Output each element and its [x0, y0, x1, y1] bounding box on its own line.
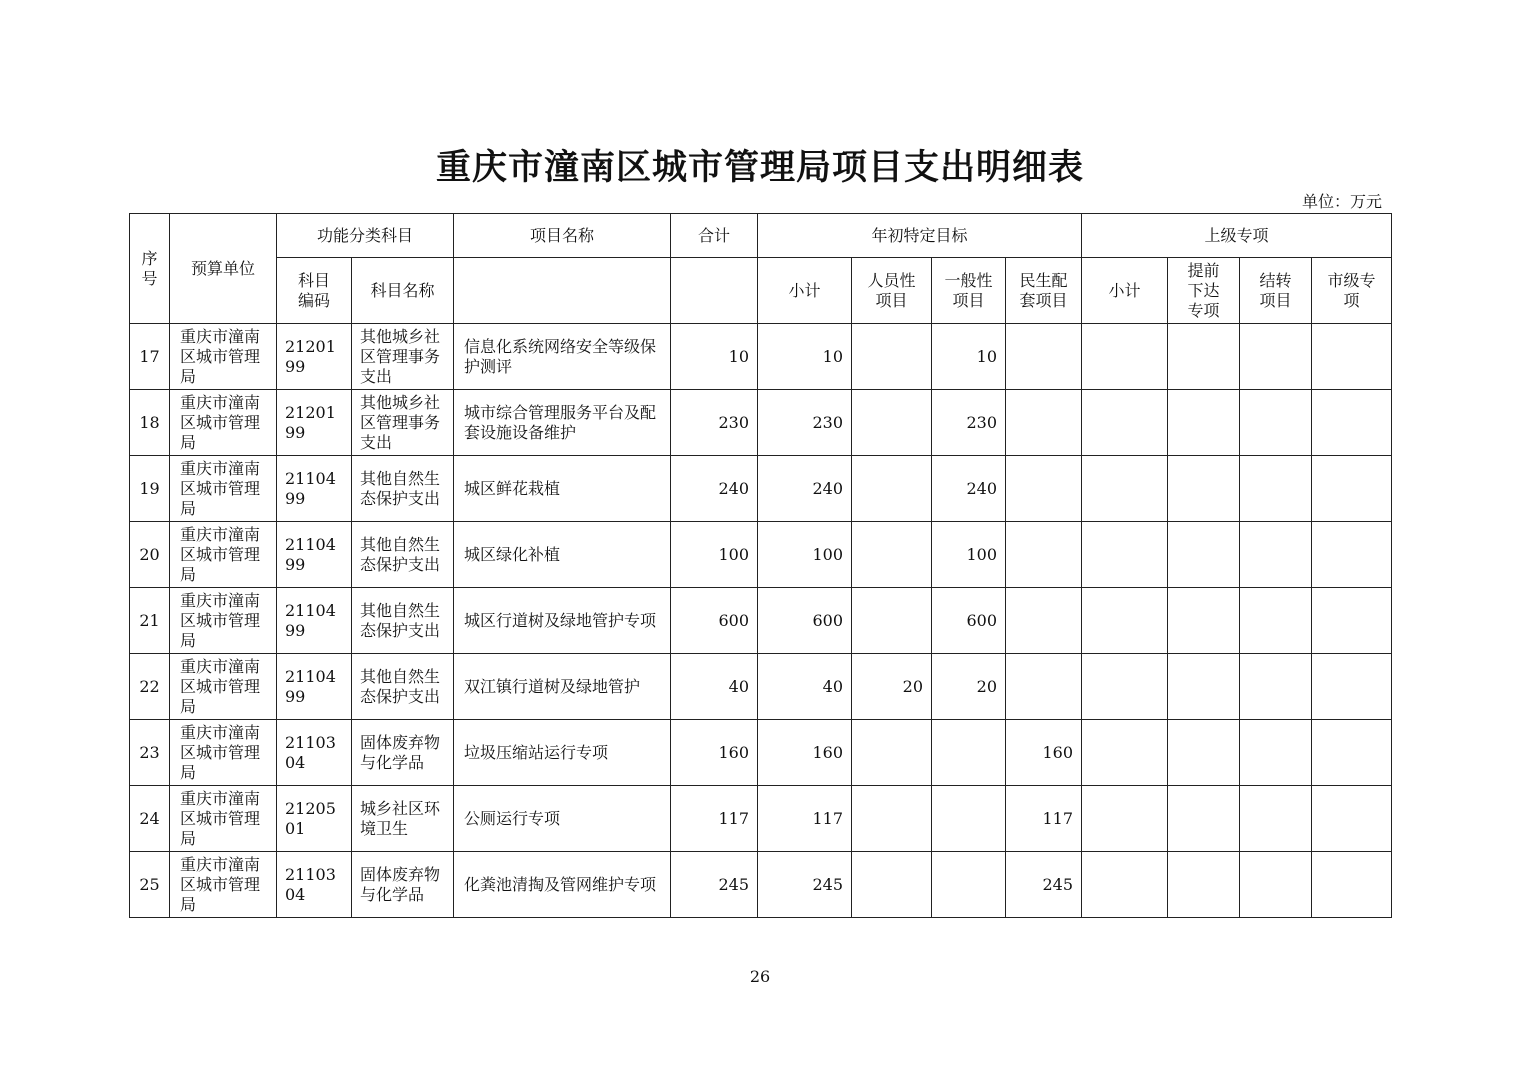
header-livelihood: 民生配套项目	[1006, 258, 1082, 324]
seq-cell: 17	[130, 324, 170, 390]
table-row	[130, 324, 1392, 390]
city-cell	[1312, 852, 1392, 918]
personnel-cell	[852, 588, 932, 654]
table-row	[130, 786, 1392, 852]
personnel-cell	[852, 324, 932, 390]
table-row	[130, 720, 1392, 786]
project-cell: 双江镇行道树及绿地管护	[454, 654, 671, 720]
project-cell: 信息化系统网络安全等级保护测评	[454, 324, 671, 390]
subject-cell: 其他城乡社区管理事务支出	[352, 390, 454, 456]
livelihood-cell	[1006, 390, 1082, 456]
personnel-cell	[852, 522, 932, 588]
header-project-name: 项目名称	[454, 214, 671, 258]
seq-cell: 24	[130, 786, 170, 852]
city-cell	[1312, 588, 1392, 654]
general-cell	[932, 720, 1006, 786]
sup-subtotal-cell	[1082, 588, 1168, 654]
project-cell: 城市综合管理服务平台及配套设施设备维护	[454, 390, 671, 456]
carryover-cell	[1240, 522, 1312, 588]
carryover-cell	[1240, 324, 1312, 390]
sup-subtotal-cell	[1082, 852, 1168, 918]
sup-subtotal-cell	[1082, 456, 1168, 522]
header-advance: 提前下达专项	[1168, 258, 1240, 324]
personnel-cell	[852, 786, 932, 852]
subject-cell: 固体废弃物与化学品	[352, 720, 454, 786]
city-cell	[1312, 654, 1392, 720]
personnel-cell	[852, 852, 932, 918]
total-cell: 245	[671, 852, 758, 918]
subtotal-cell: 40	[758, 654, 852, 720]
sup-subtotal-cell	[1082, 324, 1168, 390]
unit-cell: 重庆市潼南区城市管理局	[170, 456, 277, 522]
sup-subtotal-cell	[1082, 390, 1168, 456]
advance-cell	[1168, 852, 1240, 918]
seq-cell: 22	[130, 654, 170, 720]
general-cell: 600	[932, 588, 1006, 654]
advance-cell	[1168, 588, 1240, 654]
seq-cell: 20	[130, 522, 170, 588]
advance-cell	[1168, 654, 1240, 720]
total-cell: 40	[671, 654, 758, 720]
header-year-target: 年初特定目标	[758, 214, 1082, 258]
livelihood-cell: 245	[1006, 852, 1082, 918]
sup-subtotal-cell	[1082, 654, 1168, 720]
subtotal-cell: 600	[758, 588, 852, 654]
personnel-cell	[852, 390, 932, 456]
table-row	[130, 588, 1392, 654]
subtotal-cell: 245	[758, 852, 852, 918]
carryover-cell	[1240, 786, 1312, 852]
header-personnel: 人员性项目	[852, 258, 932, 324]
seq-cell: 23	[130, 720, 170, 786]
project-expenditure-table	[129, 213, 1392, 918]
total-cell: 160	[671, 720, 758, 786]
advance-cell	[1168, 720, 1240, 786]
carryover-cell	[1240, 588, 1312, 654]
livelihood-cell	[1006, 654, 1082, 720]
unit-cell: 重庆市潼南区城市管理局	[170, 654, 277, 720]
header-subtotal: 小计	[758, 258, 852, 324]
unit-cell: 重庆市潼南区城市管理局	[170, 324, 277, 390]
code-cell: 2110499	[277, 654, 352, 720]
total-cell: 230	[671, 390, 758, 456]
code-cell: 2110304	[277, 720, 352, 786]
subtotal-cell: 10	[758, 324, 852, 390]
livelihood-cell	[1006, 324, 1082, 390]
seq-cell: 21	[130, 588, 170, 654]
carryover-cell	[1240, 456, 1312, 522]
sup-subtotal-cell	[1082, 522, 1168, 588]
carryover-cell	[1240, 720, 1312, 786]
header-total-empty	[671, 258, 758, 324]
subject-cell: 其他自然生态保护支出	[352, 522, 454, 588]
header-carryover: 结转项目	[1240, 258, 1312, 324]
subject-cell: 其他自然生态保护支出	[352, 588, 454, 654]
unit-cell: 重庆市潼南区城市管理局	[170, 588, 277, 654]
subtotal-cell: 230	[758, 390, 852, 456]
sup-subtotal-cell	[1082, 786, 1168, 852]
header-subject-name: 科目名称	[352, 258, 454, 324]
advance-cell	[1168, 786, 1240, 852]
seq-cell: 18	[130, 390, 170, 456]
total-cell: 600	[671, 588, 758, 654]
code-cell: 2120199	[277, 390, 352, 456]
livelihood-cell	[1006, 588, 1082, 654]
general-cell: 240	[932, 456, 1006, 522]
livelihood-cell: 160	[1006, 720, 1082, 786]
subtotal-cell: 100	[758, 522, 852, 588]
header-unit: 预算单位	[170, 214, 277, 324]
project-cell: 城区行道树及绿地管护专项	[454, 588, 671, 654]
subtotal-cell: 240	[758, 456, 852, 522]
city-cell	[1312, 390, 1392, 456]
unit-label: 单位：万元	[1301, 192, 1382, 211]
total-cell: 117	[671, 786, 758, 852]
header-city: 市级专项	[1312, 258, 1392, 324]
page-number: 26	[749, 967, 771, 986]
personnel-cell	[852, 456, 932, 522]
table-row	[130, 852, 1392, 918]
project-cell: 城区绿化补植	[454, 522, 671, 588]
header-project-empty	[454, 258, 671, 324]
code-cell: 2110499	[277, 588, 352, 654]
header-general: 一般性项目	[932, 258, 1006, 324]
general-cell: 20	[932, 654, 1006, 720]
code-cell: 2110499	[277, 522, 352, 588]
subject-cell: 城乡社区环境卫生	[352, 786, 454, 852]
header-code: 科目编码	[277, 258, 352, 324]
unit-cell: 重庆市潼南区城市管理局	[170, 522, 277, 588]
total-cell: 100	[671, 522, 758, 588]
general-cell	[932, 786, 1006, 852]
project-cell: 公厕运行专项	[454, 786, 671, 852]
city-cell	[1312, 456, 1392, 522]
project-cell: 化粪池清掏及管网维护专项	[454, 852, 671, 918]
header-superior: 上级专项	[1082, 214, 1392, 258]
header-sup-subtotal: 小计	[1082, 258, 1168, 324]
personnel-cell	[852, 720, 932, 786]
subject-cell: 固体废弃物与化学品	[352, 852, 454, 918]
code-cell: 2120199	[277, 324, 352, 390]
general-cell: 10	[932, 324, 1006, 390]
subject-cell: 其他自然生态保护支出	[352, 654, 454, 720]
unit-cell: 重庆市潼南区城市管理局	[170, 390, 277, 456]
subject-cell: 其他自然生态保护支出	[352, 456, 454, 522]
city-cell	[1312, 786, 1392, 852]
sup-subtotal-cell	[1082, 720, 1168, 786]
advance-cell	[1168, 324, 1240, 390]
seq-cell: 19	[130, 456, 170, 522]
project-cell: 城区鲜花栽植	[454, 456, 671, 522]
seq-cell: 25	[130, 852, 170, 918]
livelihood-cell	[1006, 456, 1082, 522]
city-cell	[1312, 522, 1392, 588]
advance-cell	[1168, 456, 1240, 522]
subtotal-cell: 117	[758, 786, 852, 852]
general-cell: 230	[932, 390, 1006, 456]
header-func-class: 功能分类科目	[277, 214, 454, 258]
total-cell: 10	[671, 324, 758, 390]
table-row	[130, 522, 1392, 588]
livelihood-cell	[1006, 522, 1082, 588]
city-cell	[1312, 720, 1392, 786]
code-cell: 2110499	[277, 456, 352, 522]
header-row-2	[130, 258, 1392, 324]
subtotal-cell: 160	[758, 720, 852, 786]
code-cell: 2120501	[277, 786, 352, 852]
header-seq: 序号	[130, 214, 170, 324]
table-row	[130, 654, 1392, 720]
advance-cell	[1168, 522, 1240, 588]
header-total: 合计	[671, 214, 758, 258]
header-row-1	[130, 214, 1392, 258]
general-cell: 100	[932, 522, 1006, 588]
page-title: 重庆市潼南区城市管理局项目支出明细表	[435, 148, 1084, 188]
personnel-cell: 20	[852, 654, 932, 720]
code-cell: 2110304	[277, 852, 352, 918]
subject-cell: 其他城乡社区管理事务支出	[352, 324, 454, 390]
project-cell: 垃圾压缩站运行专项	[454, 720, 671, 786]
unit-cell: 重庆市潼南区城市管理局	[170, 720, 277, 786]
carryover-cell	[1240, 852, 1312, 918]
carryover-cell	[1240, 390, 1312, 456]
advance-cell	[1168, 390, 1240, 456]
carryover-cell	[1240, 654, 1312, 720]
livelihood-cell: 117	[1006, 786, 1082, 852]
city-cell	[1312, 324, 1392, 390]
unit-cell: 重庆市潼南区城市管理局	[170, 786, 277, 852]
table-row	[130, 456, 1392, 522]
total-cell: 240	[671, 456, 758, 522]
general-cell	[932, 852, 1006, 918]
unit-cell: 重庆市潼南区城市管理局	[170, 852, 277, 918]
table-row	[130, 390, 1392, 456]
